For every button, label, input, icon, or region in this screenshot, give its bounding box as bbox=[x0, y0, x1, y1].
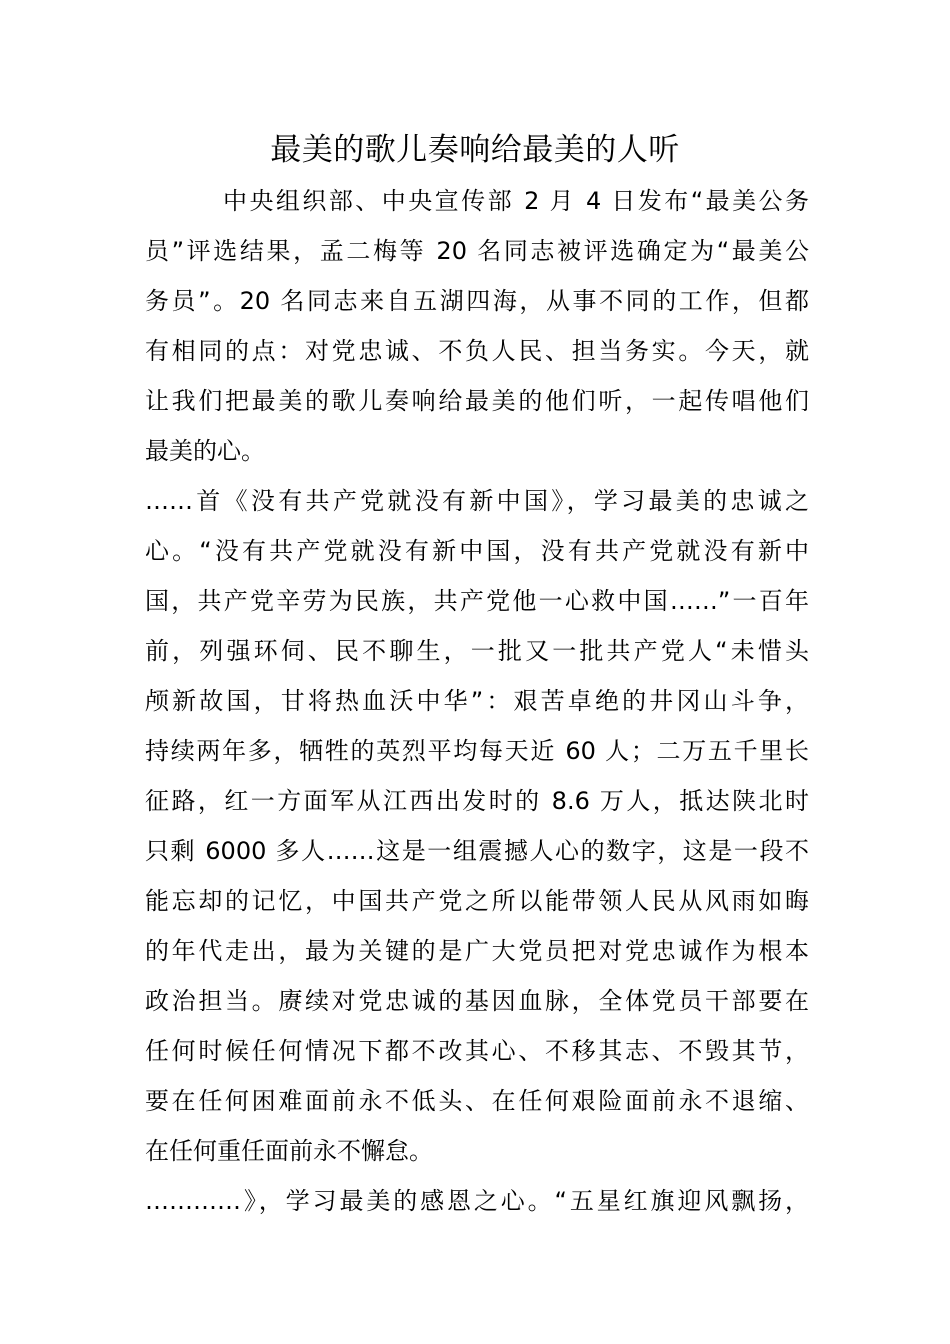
text-line: 在任何重任面前永不懈怠。 bbox=[145, 1137, 433, 1165]
text-line: 务员”。20 名同志来自五湖四海，从事不同的工作，但都 bbox=[145, 287, 809, 315]
text-line: 持续两年多，牺牲的英烈平均每天近 60 人；二万五千里长 bbox=[145, 737, 809, 765]
text-line: 要在任何困难面前永不低头、在任何艰险面前永不退缩、 bbox=[145, 1087, 809, 1115]
text-line: 能忘却的记忆，中国共产党之所以能带领人民从风雨如晦 bbox=[145, 887, 809, 915]
text-line: 中央组织部、中央宣传部 2 月 4 日发布“最美公务 bbox=[223, 187, 809, 215]
document-body bbox=[145, 176, 809, 1226]
document-title: 最美的歌儿奏响给最美的人听 bbox=[270, 132, 680, 168]
text-line: 的年代走出，最为关键的是广大党员把对党忠诚作为根本 bbox=[145, 937, 809, 965]
text-line: ……首《没有共产党就没有新中国》，学习最美的忠诚之 bbox=[145, 487, 809, 515]
text-line: 任何时候任何情况下都不改其心、不移其志、不毁其节， bbox=[145, 1037, 809, 1065]
text-line: …………》，学习最美的感恩之心。“五星红旗迎风飘扬， bbox=[145, 1187, 809, 1215]
text-line: 政治担当。赓续对党忠诚的基因血脉，全体党员干部要在 bbox=[145, 987, 809, 1015]
text-line: 只剩 6000 多人……这是一组震撼人心的数字，这是一段不 bbox=[145, 837, 809, 865]
text-line: 有相同的点：对党忠诚、不负人民、担当务实。今天，就 bbox=[145, 337, 809, 365]
text-line: 国，共产党辛劳为民族，共产党他一心救中国……”一百年 bbox=[145, 587, 809, 615]
text-line: 最美的心。 bbox=[145, 437, 265, 465]
text-line: 颅新故国，甘将热血沃中华”：艰苦卓绝的井冈山斗争， bbox=[145, 687, 809, 715]
text-line: 员”评选结果，孟二梅等 20 名同志被评选确定为“最美公 bbox=[145, 237, 809, 265]
text-line: 前，列强环伺、民不聊生，一批又一批共产党人“未惜头 bbox=[145, 637, 809, 665]
text-line: 心。“没有共产党就没有新中国，没有共产党就没有新中 bbox=[145, 537, 809, 565]
text-line: 征路，红一方面军从江西出发时的 8.6 万人，抵达陕北时 bbox=[145, 787, 809, 815]
text-line: 让我们把最美的歌儿奏响给最美的他们听，一起传唱他们 bbox=[145, 387, 809, 415]
